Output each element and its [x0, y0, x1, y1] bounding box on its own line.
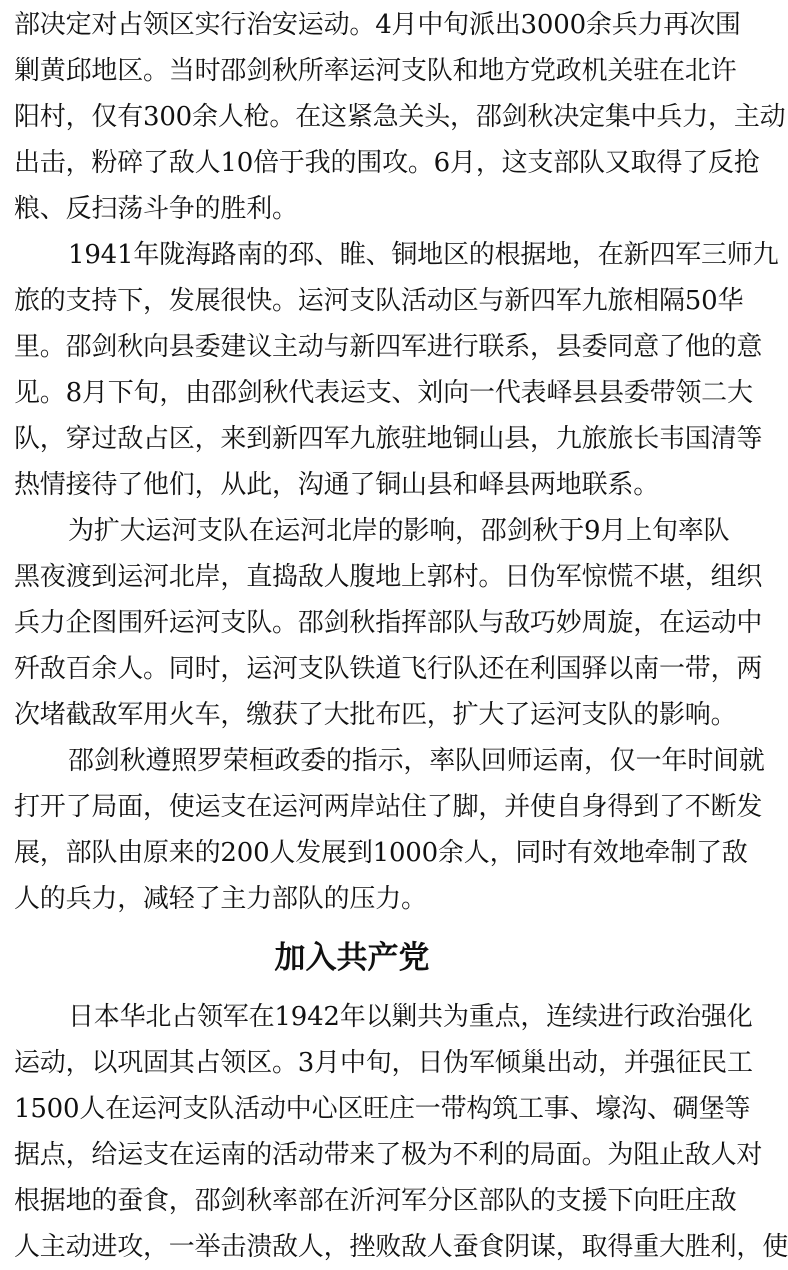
text-line: 黑夜渡到运河北岸，直捣敌人腹地上郭村。日伪军惊慌不堪，组织: [14, 562, 763, 592]
text-line: 阳村，仅有300余人枪。在这紧急关头，邵剑秋决定集中兵力，主动: [14, 102, 786, 132]
text-line: 展，部队由原来的200人发展到1000余人，同时有效地牵制了敌: [14, 838, 748, 868]
text-line: 旅的支持下，发展很快。运河支队活动区与新四军九旅相隔50华: [14, 286, 744, 316]
text-line: 兵力企图围歼运河支队。邵剑秋指挥部队与敌巧妙周旋，在运动中: [14, 608, 763, 638]
text-line: 为扩大运河支队在运河北岸的影响，邵剑秋于9月上旬率队: [68, 516, 730, 546]
text-line: 粮、反扫荡斗争的胜利。: [14, 194, 298, 224]
text-line: 打开了局面，使运支在运河两岸站住了脚，并使自身得到了不断发: [14, 792, 763, 822]
text-line: 运动，以巩固其占领区。3月中旬，日伪军倾巢出动，并强征民工: [14, 1048, 753, 1078]
paragraph-1: [14, 2, 786, 232]
text-line: 次堵截敌军用火车，缴获了大批布匹，扩大了运河支队的影响。: [14, 700, 737, 730]
paragraph-2: [14, 232, 779, 508]
text-line: 人主动进攻，一举击溃敌人，挫败敌人蚕食阴谋，取得重大胜利，使: [14, 1232, 788, 1262]
section-heading: 加入共产党: [274, 940, 430, 976]
text-line: 部决定对占领区实行治安运动。4月中旬派出3000余兵力再次围: [14, 10, 741, 40]
page-content: [14, 2, 788, 1270]
text-line: 剿黄邱地区。当时邵剑秋所率运河支队和地方党政机关驻在北许: [14, 56, 737, 86]
text-line: 1941年陇海路南的邳、睢、铜地区的根据地，在新四军三师九: [68, 240, 779, 270]
text-line: 邵剑秋遵照罗荣桓政委的指示，率队回师运南，仅一年时间就: [68, 746, 765, 776]
text-line: 1500人在运河支队活动中心区旺庄一带构筑工事、壕沟、碉堡等: [14, 1094, 751, 1124]
text-line: 日本华北占领军在1942年以剿共为重点，连续进行政治强化: [68, 1002, 753, 1032]
text-line: 见。8月下旬，由邵剑秋代表运支、刘向一代表峄县县委带领二大: [14, 378, 753, 408]
paragraph-3: [14, 508, 763, 738]
text-line: 人的兵力，减轻了主力部队的压力。: [14, 884, 427, 914]
paragraph-4: [14, 738, 765, 922]
text-line: 歼敌百余人。同时，运河支队铁道飞行队还在利国驿以南一带，两: [14, 654, 763, 684]
text-line: 热情接待了他们，从此，沟通了铜山县和峄县两地联系。: [14, 470, 660, 500]
text-line: 出击，粉碎了敌人10倍于我的围攻。6月，这支部队又取得了反抢: [14, 148, 760, 178]
text-line: 队，穿过敌占区，来到新四军九旅驻地铜山县，九旅旅长韦国清等: [14, 424, 763, 454]
text-line: 据点，给运支在运南的活动带来了极为不利的局面。为阻止敌人对: [14, 1140, 763, 1170]
text-line: 根据地的蚕食，邵剑秋率部在沂河军分区部队的支援下向旺庄敌: [14, 1186, 737, 1216]
text-line: 里。邵剑秋向县委建议主动与新四军进行联系，县委同意了他的意: [14, 332, 763, 362]
paragraph-5: [14, 994, 788, 1270]
